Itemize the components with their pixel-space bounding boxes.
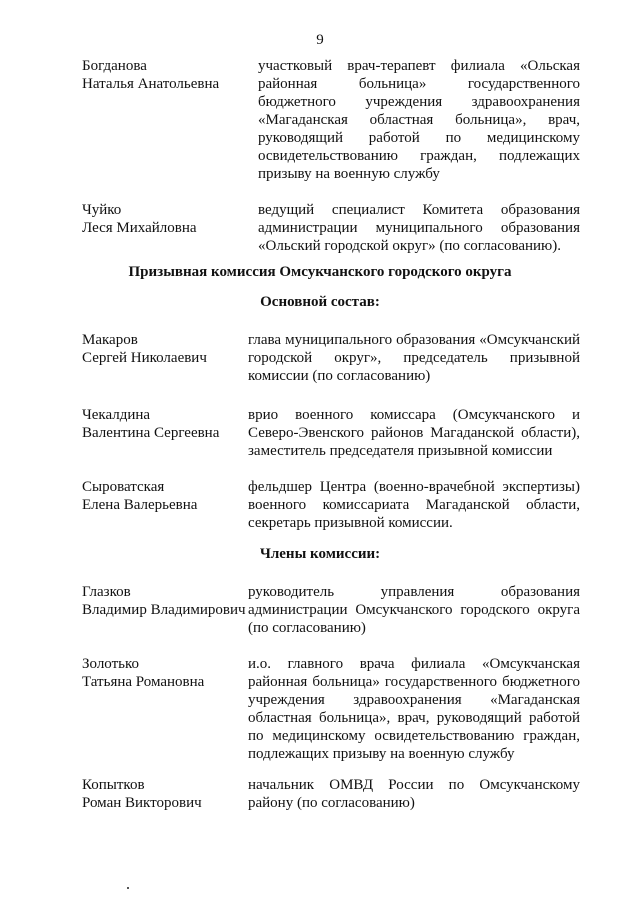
- member-surname: Копытков: [82, 777, 145, 793]
- member-given-name: Сергей Николаевич: [82, 350, 207, 366]
- member-given-name: Наталья Анатольевна: [82, 76, 220, 92]
- member-name: [82, 776, 252, 812]
- member-name: [82, 478, 252, 514]
- member-surname: Чекалдина: [82, 407, 151, 423]
- member-given-name: Роман Викторович: [82, 795, 202, 811]
- member-given-name: Валентина Сергеевна: [82, 425, 220, 441]
- member-surname: Богданова: [82, 58, 147, 74]
- member-duty: ведущий специалист Комитета образования администрации муниципального образования «Ольский городской округ» (по согласованию).: [258, 202, 580, 254]
- member-duty: участковый врач-терапевт филиала «Ольская районная больница» государственного бюджетного учреждения здравоохранения «Магаданская областная больница», врач, руководящий работой по медицинскому освидетельствованию граждан, подлежащих призыву на военную службу: [258, 58, 580, 182]
- member-surname: Глазков: [82, 584, 131, 600]
- member-duty: глава муниципального образования «Омсукчанский городской округ», председатель призывной комиссии (по согласованию): [248, 332, 580, 384]
- member-duty: фельдшер Центра (военно-врачебной экспертизы) военного комиссариата Магаданской области, секретарь призывной комиссии.: [248, 479, 580, 531]
- member-name: [82, 406, 252, 442]
- commission-title: Призывная комиссия Омсукчанского городского округа: [128, 264, 512, 280]
- member-name: [82, 201, 252, 237]
- member-given-name: Татьяна Романовна: [82, 674, 205, 690]
- member-given-name: Владимир Владимирович: [82, 602, 246, 618]
- member-duty: врио военного комиссара (Омсукчанского и Северо-Эвенского районов Магаданской области), заместитель председателя призывной комиссии: [248, 407, 580, 459]
- member-name: [82, 57, 252, 93]
- page-number: 9: [316, 32, 324, 48]
- member-surname: Золотько: [82, 656, 140, 672]
- member-surname: Чуйко: [82, 202, 122, 218]
- member-duty: руководитель управления образования администрации Омсукчанского городского округа (по согласованию): [248, 584, 580, 636]
- member-name: [82, 655, 252, 691]
- member-name: [82, 331, 252, 367]
- scan-speck: [127, 887, 129, 889]
- member-duty: начальник ОМВД России по Омсукчанскому району (по согласованию): [248, 777, 580, 811]
- member-given-name: Елена Валерьевна: [82, 497, 198, 513]
- member-duty: и.о. главного врача филиала «Омсукчанская районная больница» государственного бюджетного учреждения здравоохранения «Магаданская областная больница», врач, руководящий работой по медицинскому освидетельствованию граждан, подлежащих призыву на военную службу: [248, 656, 580, 762]
- members-title: Члены комиссии:: [259, 546, 381, 562]
- member-surname: Сыроватская: [82, 479, 165, 495]
- member-surname: Макаров: [82, 332, 138, 348]
- member-given-name: Леся Михайловна: [82, 220, 197, 236]
- main-composition-title: Основной состав:: [260, 294, 380, 310]
- member-name: [82, 583, 252, 619]
